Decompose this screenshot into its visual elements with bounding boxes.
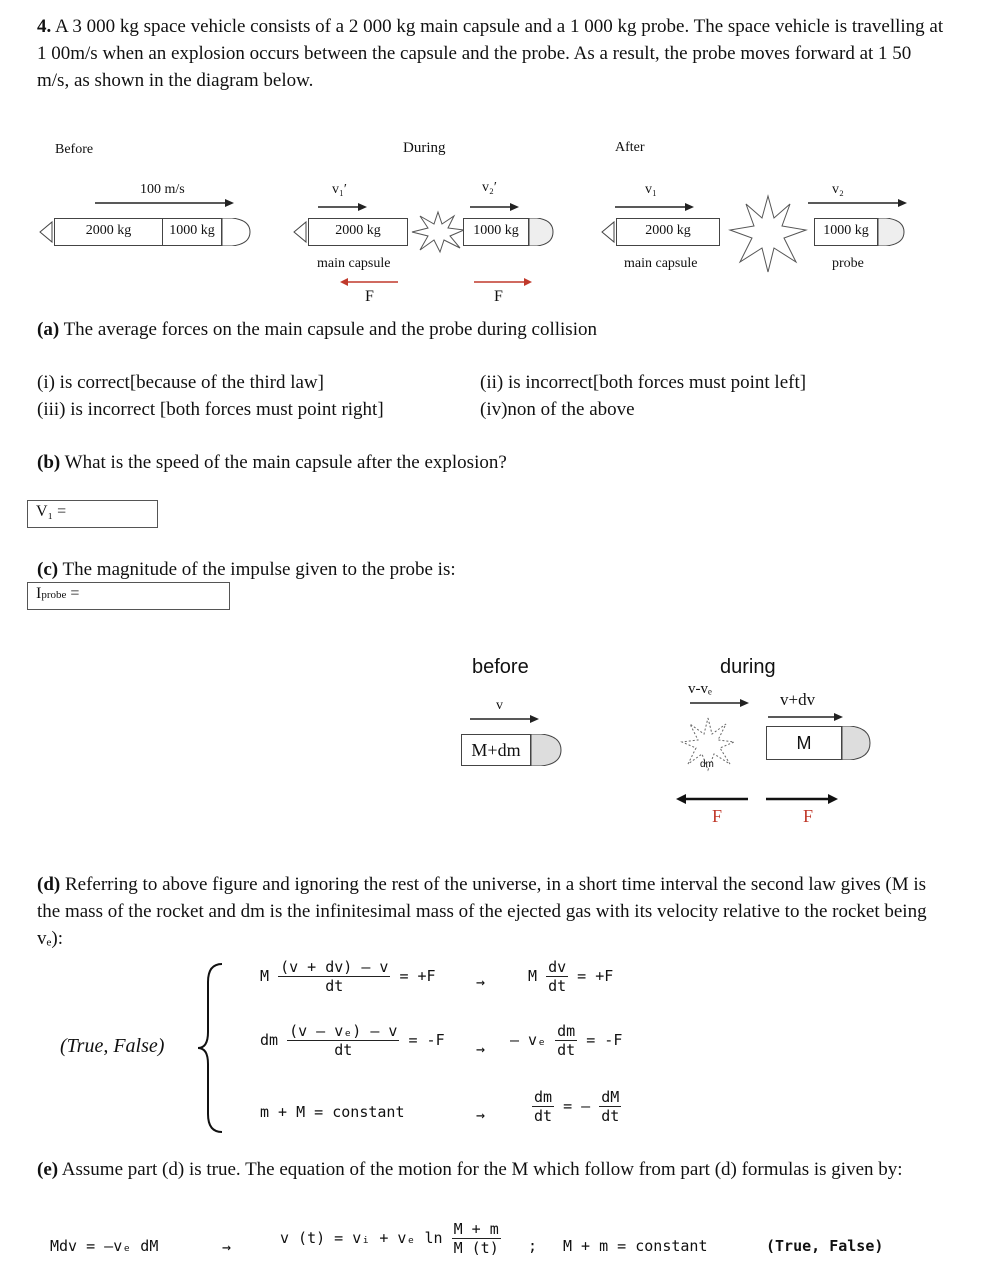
after-probe-label: probe	[832, 256, 864, 271]
collision-diagram	[0, 130, 1004, 310]
option-i[interactable]: (i) is correct[because of the third law]	[37, 372, 324, 393]
during-probe: 1000 kg	[463, 218, 529, 246]
impulse-label: I	[36, 585, 42, 602]
part-e-den: M (t)	[453, 1239, 499, 1257]
eq1-res-den: dt	[548, 977, 567, 995]
rocket-mass-before: M+dm	[461, 734, 531, 766]
eq1-rhs: = +F	[399, 967, 436, 985]
after-capsule: 2000 kg	[616, 218, 720, 246]
eq1-res-num: dv	[548, 958, 567, 976]
part-c-question	[37, 556, 456, 583]
option-iii[interactable]: (iii) is incorrect [both forces must point right]	[37, 399, 384, 420]
part-e-constant: M + m = constant	[563, 1237, 708, 1255]
force-right-arrow	[474, 277, 534, 287]
equation-2-result	[510, 1022, 622, 1059]
equation-2	[260, 1022, 445, 1059]
part-e-arrow: →	[222, 1238, 232, 1256]
v1-answer-label: V₁ =	[36, 503, 67, 520]
eq3-res-num1: dm	[534, 1088, 553, 1106]
before-velocity-arrow	[95, 198, 235, 208]
eq2-arrow: →	[476, 1040, 486, 1058]
eq1-res-coef: M	[528, 967, 538, 985]
option-ii[interactable]: (ii) is incorrect[both forces must point left]	[480, 372, 807, 393]
equation-3: m + M = constant	[260, 1103, 405, 1121]
eq2-coef: dm	[260, 1031, 279, 1049]
rocket-force-arrow	[766, 793, 840, 805]
part-e-num: M + m	[453, 1220, 499, 1238]
eq2-rhs: = -F	[408, 1031, 445, 1049]
before-probe: 1000 kg	[162, 218, 222, 246]
rocket-v-label: v	[496, 698, 503, 713]
impulse-sub: probe	[41, 589, 67, 601]
eq1-res-rhs: = +F	[577, 967, 614, 985]
eq1-coef: M	[260, 967, 270, 985]
eq3-res-num2: dM	[601, 1088, 620, 1106]
during-nosecone-icon	[529, 218, 555, 246]
rocket-during-label: during	[720, 656, 776, 678]
eq3-arrow: →	[476, 1106, 486, 1124]
part-d-true-false[interactable]: (True, False)	[60, 1035, 165, 1057]
force-label-capsule: F	[365, 288, 374, 305]
v-plus-dv-label: v+dv	[780, 690, 816, 709]
part-c-label: (c)	[37, 559, 59, 580]
part-e-body: Assume part (d) is true. The equation of the motion for the M which follow from part (d) formulas is given by:	[61, 1159, 903, 1180]
part-c-text: The magnitude of the impulse given to the probe is:	[62, 559, 456, 580]
part-e-text	[37, 1156, 937, 1183]
part-a-label: (a)	[37, 319, 60, 340]
eq2-res-num: dm	[557, 1022, 576, 1040]
before-label: Before	[55, 142, 94, 157]
rocket-mass-after: M	[766, 726, 842, 760]
equation-1	[260, 958, 436, 995]
part-a-question	[37, 316, 597, 343]
part-d-text	[37, 871, 937, 952]
v1-prime-arrow	[318, 202, 368, 212]
during-capsule: 2000 kg	[308, 218, 408, 246]
part-e-solution	[280, 1220, 501, 1257]
v1-arrow	[615, 202, 695, 212]
v2-arrow	[808, 198, 908, 208]
rocket-after-nosecone-icon	[842, 726, 872, 760]
force-label-probe: F	[494, 288, 503, 305]
eq3-res-den2: dt	[601, 1107, 620, 1125]
part-e-vt: v (t) = vᵢ + vₑ ln	[280, 1229, 443, 1247]
after-main-capsule-label: main capsule	[624, 256, 698, 271]
before-nosecone-icon	[222, 218, 252, 246]
v2-prime-arrow	[470, 202, 520, 212]
eq1-arrow: →	[476, 973, 486, 991]
part-e-true-false[interactable]: (True, False)	[766, 1237, 884, 1255]
gas-force-label: F	[712, 806, 723, 826]
eq2-den: dt	[334, 1041, 353, 1059]
rocket-v-arrow	[470, 714, 540, 724]
eq2-num: (v – vₑ) – v	[289, 1022, 398, 1040]
before-capsule: 2000 kg	[54, 218, 162, 246]
equation-1-result	[528, 958, 613, 995]
part-b-label: (b)	[37, 452, 61, 473]
after-explosion-icon	[728, 192, 808, 274]
problem-number: 4.	[37, 16, 52, 37]
during-nozzle-icon	[292, 220, 308, 244]
eq1-num: (v + dv) – v	[280, 958, 389, 976]
part-b-question	[37, 449, 507, 476]
during-label: During	[403, 140, 446, 156]
problem-statement	[37, 13, 947, 94]
force-left-arrow	[340, 277, 400, 287]
v1-label: v₁	[645, 182, 657, 197]
after-nosecone-icon	[878, 218, 906, 246]
eq1-den: dt	[325, 977, 344, 995]
rocket-before-nosecone-icon	[531, 734, 563, 766]
v1-prime-label: v₁′	[332, 182, 347, 197]
v2-prime-label: v₂′	[482, 180, 497, 195]
after-label: After	[615, 140, 645, 155]
v-minus-ve-label: v-vₑ	[688, 681, 712, 697]
before-speed: 100 m/s	[140, 182, 185, 197]
impulse-answer-box[interactable]	[27, 582, 230, 610]
part-a-text: The average forces on the main capsule and the probe during collision	[63, 319, 597, 340]
part-e-semicolon: ;	[528, 1237, 538, 1255]
part-e-label: (e)	[37, 1159, 59, 1180]
eq2-res-coef: – vₑ	[510, 1031, 547, 1049]
eq3-res-den1: dt	[534, 1107, 553, 1125]
equation-3-result	[532, 1088, 621, 1125]
gas-force-arrow	[676, 793, 750, 805]
after-probe: 1000 kg	[814, 218, 878, 246]
v1-answer-box[interactable]	[27, 500, 158, 528]
problem-intro: A 3 000 kg space vehicle consists of a 2 000 kg main capsule and a 1 000 kg probe. The space vehicle is travelling at 1 00m/s when an explosion occurs between the capsule and the probe. As a result, the probe moves forward at 1 50 m/s, as shown in the diagram below.	[37, 16, 944, 91]
rocket-force-label: F	[803, 806, 814, 826]
eq3-res-eq: = –	[563, 1097, 591, 1115]
part-b-text: What is the speed of the main capsule after the explosion?	[64, 452, 507, 473]
left-brace	[196, 962, 226, 1134]
part-e-lhs: Mdv = –vₑ dM	[50, 1237, 159, 1255]
rocket-velocity-arrow	[768, 712, 844, 722]
part-d-body: Referring to above figure and ignoring the rest of the universe, in a short time interval the second law gives (M is the mass of the rocket and dm is the infinitesimal mass of the ejected gas with its velocity relative to the rocket being vₑ):	[37, 874, 927, 949]
gas-velocity-arrow	[690, 698, 750, 708]
v2-label: v₂	[832, 182, 844, 197]
explosion-icon	[410, 210, 466, 254]
part-d-label: (d)	[37, 874, 61, 895]
dm-label: dm	[700, 759, 714, 770]
impulse-eq: =	[66, 585, 80, 602]
option-iv[interactable]: (iv)non of the above	[480, 399, 635, 420]
during-main-capsule-label: main capsule	[317, 256, 391, 271]
rocket-before-label: before	[472, 656, 529, 678]
eq2-res-den: dt	[557, 1041, 576, 1059]
after-nozzle-icon	[600, 220, 616, 244]
before-nozzle-icon	[38, 220, 54, 244]
eq2-res-rhs: = -F	[586, 1031, 623, 1049]
